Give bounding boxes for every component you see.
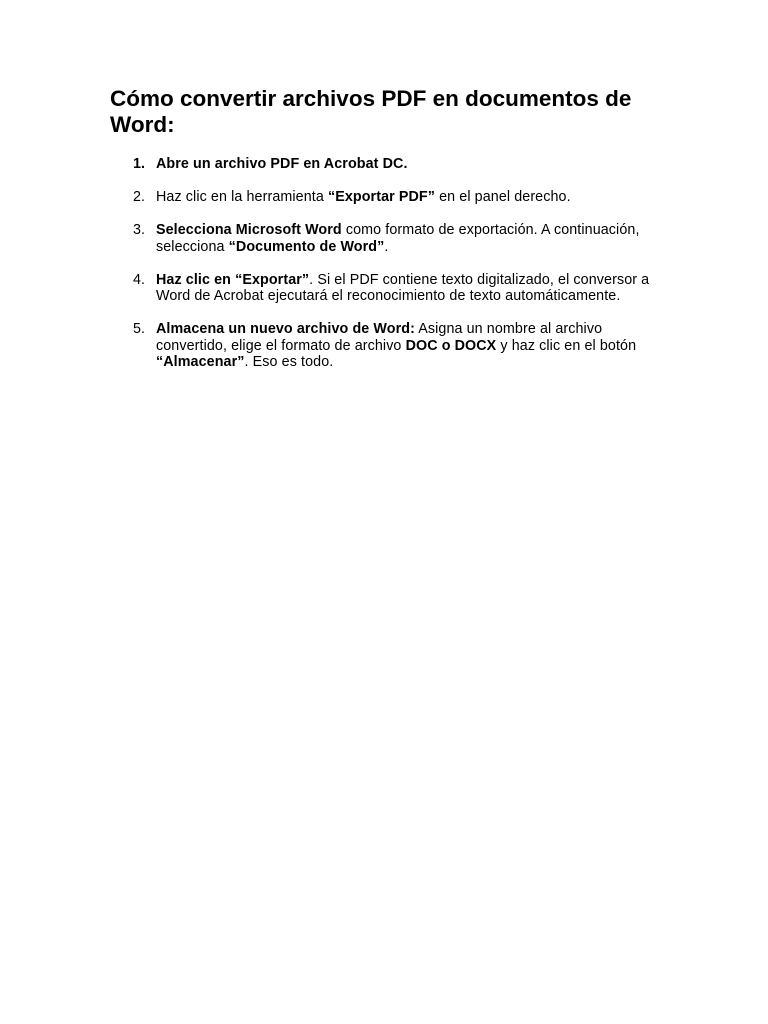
- step-text: en el panel derecho.: [435, 189, 571, 205]
- step-text: Haz clic en la herramienta: [156, 189, 328, 205]
- step-highlight: “Documento de Word”: [228, 238, 385, 255]
- step-highlight: Haz clic en “Exportar”: [156, 271, 310, 288]
- step-highlight: DOC o DOCX: [405, 337, 497, 354]
- step-text: como formato de exportación. A continuación, selecciona: [156, 222, 640, 255]
- step-text: y haz clic en el botón: [496, 337, 637, 354]
- steps-list: [110, 156, 670, 371]
- step-text: . Si el PDF contiene texto digitalizado, el conversor a Word de Acrobat ejecutará el reconocimiento de texto automáticamente.: [156, 271, 650, 304]
- step-item-5: [110, 321, 670, 371]
- step-highlight: “Exportar PDF”: [327, 189, 436, 205]
- step-number: 2.: [133, 189, 146, 205]
- step-number: 1.: [133, 156, 146, 172]
- document-page: [110, 86, 670, 387]
- step-number: 5.: [133, 321, 146, 337]
- page-title: Cómo convertir archivos PDF en documentos de Word:: [110, 86, 632, 137]
- step-highlight: Selecciona Microsoft Word: [156, 222, 342, 238]
- step-number: 3.: [133, 222, 146, 238]
- step-text: Asigna un nombre al archivo convertido, elige el formato de archivo: [156, 321, 603, 354]
- step-highlight: “Almacenar”: [156, 354, 245, 370]
- step-item-1: [110, 156, 670, 173]
- step-item-3: [110, 222, 670, 255]
- step-text: .: [384, 238, 389, 255]
- step-number: 4.: [133, 271, 146, 288]
- step-item-2: [110, 189, 670, 206]
- step-item-4: [110, 272, 670, 305]
- step-text: Abre un archivo PDF en Acrobat DC.: [156, 156, 408, 172]
- step-text: . Eso es todo.: [244, 354, 334, 370]
- step-highlight: Almacena un nuevo archivo de Word:: [156, 321, 415, 337]
